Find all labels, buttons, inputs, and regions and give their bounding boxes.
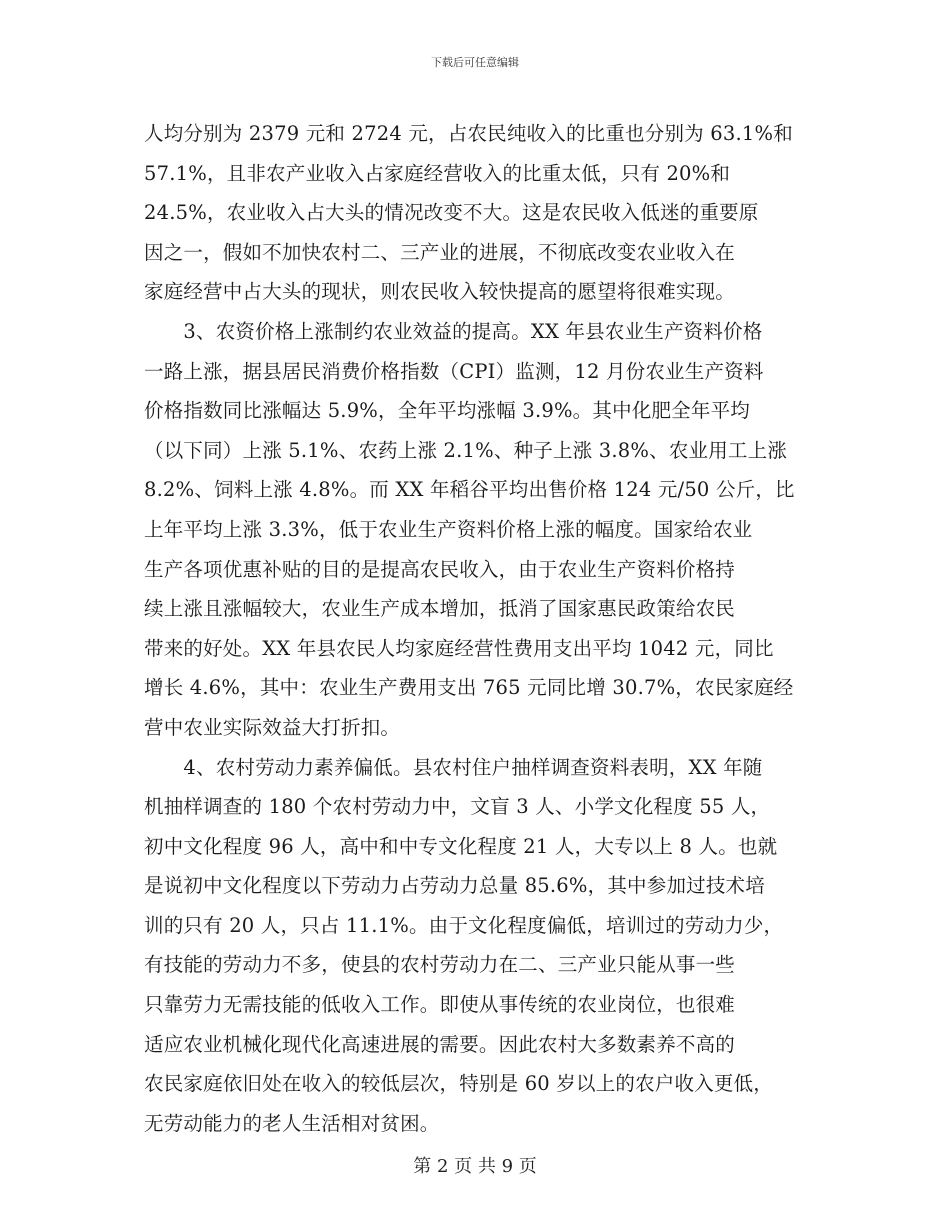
text-line: 人均分别为 2379 元和 2724 元，占农民纯收入的比重也分别为 63.1%和 (144, 122, 793, 145)
text-line: 有技能的劳动力不多，使县的农村劳动力在二、三产业只能从事一些 (144, 953, 736, 977)
text-line: 是说初中文化程度以下劳动力占劳动力总量 85.6%，其中参加过技术培 (144, 874, 765, 898)
text-line: 8.2%、饲料上涨 4.8%。而 XX 年稻谷平均出售价格 124 元/50 公斤，比 (144, 478, 795, 502)
text-line: 训的只有 20 人，只占 11.1%。由于文化程度偏低，培训过的劳动力少， (144, 913, 784, 937)
text-line: 57.1%，且非农产业收入占家庭经营收入的比重太低，只有 20%和 (144, 161, 731, 185)
text-line: 增长 4.6%，其中：农业生产费用支出 765 元同比增 30.7%，农民家庭经 (144, 676, 794, 700)
text-line: 带来的好处。XX 年县农民人均家庭经营性费用支出平均 1042 元，同比 (144, 636, 774, 660)
text-line: 续上涨且涨幅较大，农业生产成本增加，抵消了国家惠民政策给农民 (144, 597, 736, 621)
text-line: 价格指数同比涨幅达 5.9%，全年平均涨幅 3.9%。其中化肥全年平均 (144, 399, 750, 423)
text-line: 机抽样调查的 180 个农村劳动力中，文盲 3 人、小学文化程度 55 人， (144, 795, 771, 819)
text-line: 上年平均上涨 3.3%，低于农业生产资料价格上涨的幅度。国家给农业 (144, 517, 753, 541)
text-line: 24.5%，农业收入占大头的情况改变不大。这是农民收入低迷的重要原 (144, 201, 759, 225)
paragraph-4-start: 4、农村劳动力素养偏低。县农村住户抽样调查资料表明，XX 年随 (144, 755, 763, 779)
text-line: 只靠劳力无需技能的低收入工作。即使从事传统的农业岗位，也很难 (144, 993, 736, 1017)
text-line: 营中农业实际效益大打折扣。 (144, 715, 401, 739)
text-line: 因之一，假如不加快农村二、三产业的进展，不彻底改变农业收入在 (144, 240, 736, 264)
text-line: 农民家庭依旧处在收入的较低层次，特别是 60 岁以上的农户收入更低， (144, 1072, 774, 1096)
text-line: 一路上涨，据县居民消费价格指数（CPI）监测，12 月份农业生产资料 (144, 359, 764, 383)
text-line: （以下同）上涨 5.1%、农药上涨 2.1%、种子上涨 3.8%、农业用工上涨 (144, 438, 788, 462)
document-body (144, 114, 820, 1143)
text-line: 适应农业机械化现代化高速进展的需要。因此农村大多数素养不高的 (144, 1032, 736, 1056)
text-line: 初中文化程度 96 人，高中和中专文化程度 21 人，大专以上 8 人。也就 (144, 834, 778, 858)
text-line: 家庭经营中占大头的现状，则农民收入较快提高的愿望将很难实现。 (144, 280, 736, 304)
page-header: 下载后可任意编辑 (431, 56, 519, 69)
paragraph-3-start: 3、农资价格上涨制约农业效益的提高。XX 年县农业生产资料价格 (144, 319, 763, 343)
text-line: 无劳动能力的老人生活相对贫困。 (144, 1111, 440, 1135)
text-line: 生产各项优惠补贴的目的是提高农民收入，由于农业生产资料价格持 (144, 557, 736, 581)
page-number-footer: 第 2 页 共 9 页 (413, 1156, 537, 1177)
